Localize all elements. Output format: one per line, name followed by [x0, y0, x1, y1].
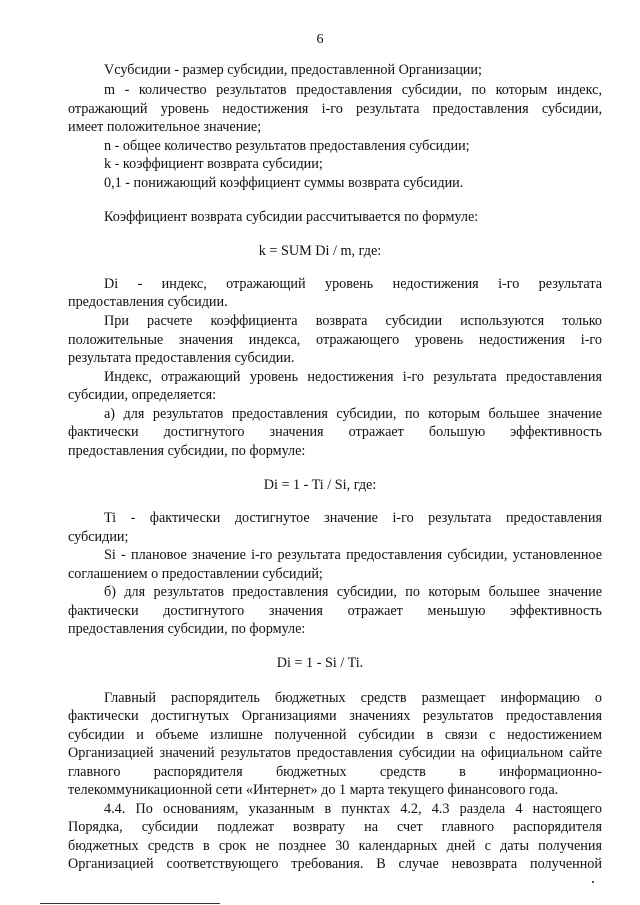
text-line: субсидии, определяется: [68, 387, 217, 403]
text-line: Ti - фактически достигнутое значение i-го результата предоставления [104, 510, 602, 526]
text-line: отражающий уровень недостижения i-го результата предоставления субсидии, [68, 101, 602, 117]
text-line: Si - плановое значение i-го результата предоставления субсидии, установленное [104, 547, 602, 563]
text-line: фактически достигнутых Организациями значениях результатов предоставления [68, 708, 602, 724]
text-line: предоставления субсидии, по формуле: [68, 443, 306, 459]
text-line: а) для результатов предоставления субсидии, по которым большее значение [104, 406, 602, 422]
text-line: положительные значения индекса, отражающего уровень недостижения i-го [68, 332, 602, 348]
text-line: Порядка, субсидии подлежат возврату на счет главного распорядителя [68, 819, 602, 835]
text-line: результата предоставления субсидии. [68, 350, 295, 366]
text-line: Di - индекс, отражающий уровень недостижения i-го результата [104, 276, 602, 292]
text-line: имеет положительное значение; [68, 119, 262, 135]
text-line: фактически достигнутого значения отражает меньшую эффективность [68, 603, 602, 619]
formula-k: k = SUM Di / m, где: [258, 243, 382, 259]
text-line: бюджетных средств в срок не позднее 30 календарных дней с даты получения [68, 838, 602, 854]
text-line: Организацией значений результатов предоставления субсидии на официальном сайте [68, 745, 602, 761]
text-line: Главный распорядитель бюджетных средств размещает информацию о [104, 690, 602, 706]
text-line: предоставления субсидии. [68, 294, 228, 310]
formula-di-a: Di = 1 - Ti / Si, где: [263, 477, 377, 493]
text-line: телекоммуникационной сети «Интернет» до 1 марта текущего финансового года. [68, 782, 559, 798]
text-line: Коэффициент возврата субсидии рассчитывается по формуле: [104, 209, 479, 225]
text-line: 0,1 - понижающий коэффициент суммы возврата субсидии. [104, 175, 464, 191]
scan-speck [592, 881, 594, 883]
text-line: субсидии и объеме излишне полученной субсидии в связи с недостижением [68, 727, 602, 743]
text-line: При расчете коэффициента возврата субсидии используются только [104, 313, 602, 329]
text-line: Организацией соответствующего требования. В случае невозврата полученной [68, 856, 602, 872]
formula-di-b: Di = 1 - Si / Ti. [276, 655, 364, 671]
text-line: главного распорядителя бюджетных средств в информационно- [68, 764, 602, 780]
text-line: б) для результатов предоставления субсидии, по которым большее значение [104, 584, 602, 600]
text-line: 4.4. По основаниям, указанным в пунктах 4.2, 4.3 раздела 4 настоящего [104, 801, 602, 817]
page-number: 6 [316, 32, 324, 47]
text-line: Vсубсидии - размер субсидии, предоставленной Организации; [104, 62, 482, 78]
text-line: соглашением о предоставлении субсидий; [68, 566, 323, 582]
text-line: фактически достигнутого значения отражает большую эффективность [68, 424, 602, 440]
footer-rule [40, 903, 220, 904]
text-line: предоставления субсидии, по формуле: [68, 621, 306, 637]
text-line: k - коэффициент возврата субсидии; [104, 156, 323, 172]
text-line: m - количество результатов предоставления субсидии, по которым индекс, [104, 82, 602, 98]
text-line: Индекс, отражающий уровень недостижения i-го результата предоставления [104, 369, 602, 385]
text-line: n - общее количество результатов предоставления субсидии; [104, 138, 470, 154]
text-line: субсидии; [68, 529, 129, 545]
